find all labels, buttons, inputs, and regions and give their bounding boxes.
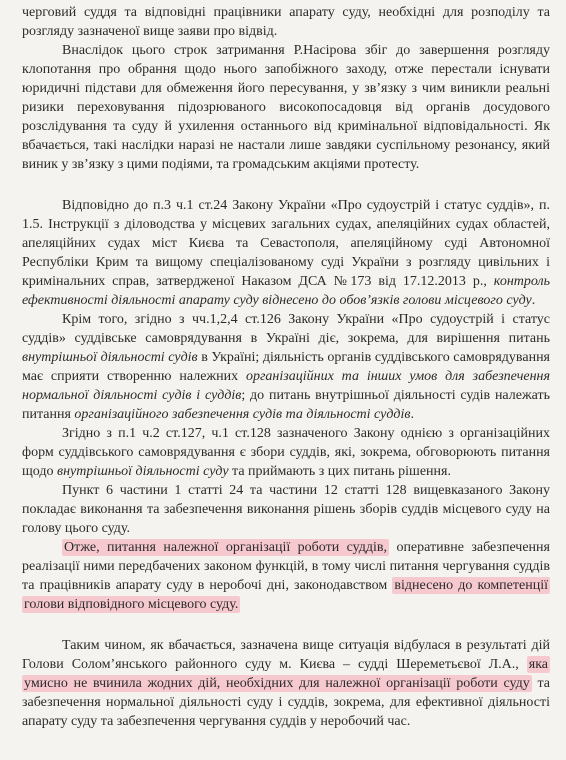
paragraph-3 (22, 196, 550, 310)
paragraph-4-italic-d: організаційних та інших умов для забезпечення нормальної діяльності судів і суддів (22, 369, 550, 403)
paragraph-1: черговий суддя та відповідні працівники апарату суду, необхідні для розподілу та розгляду зазначеної вище заяви про відвід. (22, 5, 550, 39)
paragraph-5 (22, 424, 550, 481)
paragraph-3-end: . (531, 293, 536, 308)
highlight-organization: Отже, питання належної організації роботи суддів, (64, 540, 388, 555)
paragraph-7-text: оперативне забезпечення реалізації ними передбачених законом функцій, в тому числі питання чергування суддів та працівників апарату суду в неробочі дні, законодавством (22, 540, 550, 593)
paragraph-8-text-a: Таким чином, як вбачається, зазначена вище ситуація відбулася в результаті дій Голови Солом’янського районного суду м. Києва – судді Шереметьєвої Л.А., (22, 638, 550, 672)
paragraph-4-text-c: в Україні; діяльність органів суддівського самоврядування має сприяти створенню належних (22, 350, 550, 384)
paragraph-4-text-e: ; до питань внутрішньої діяльності судів належать питання (22, 388, 550, 422)
highlight-inaction: яка умисно не вчинила жодних дій, необхідних для належної організації роботи суду (24, 657, 548, 691)
paragraph-5-italic: внутрішньої діяльності суду (57, 464, 229, 479)
paragraph-7 (22, 538, 550, 614)
paragraph-6: Пункт 6 частини 1 статті 24 та частини 12 статті 128 вищевказаного Закону покладає виконання та забезпечення виконання рішень зборів суддів місцевого суду на голову цього суду. (22, 483, 550, 536)
paragraph-5-text-c: та приймають з цих питань рішення. (228, 464, 451, 479)
paragraph-4-end: . (410, 407, 414, 422)
paragraph-2: Внаслідок цього строк затримання Р.Насірова збіг до завершення розгляду клопотання про обрання щодо нього запобіжного заходу, отже перестали існувати юридичні підстави для обмеження його пересування, у зв’язку з чим виникли реальні ризики переховування підозрюваного високопосадовця від органів досудового розслідування та суду й ухилення останнього від кримінальної відповідальності. Як вбачається, такі наслідки наразі не настали лише завдяки суспільному резонансу, який виник у зв’язку з цими подіями, та громадським акціями протесту. (22, 43, 550, 172)
paragraph-3-italic: контроль ефективності діяльності апарату суду віднесено до обов’язків голови місцевого суду (22, 274, 550, 308)
paragraph-8 (22, 636, 550, 731)
highlight-competence: віднесено до компетенції голови відповідного місцевого суду. (24, 578, 548, 612)
paragraph-4-italic-a: внутрішньої діяльності судів (22, 350, 198, 365)
paragraph-4 (22, 310, 550, 424)
paragraph-8-text-c: та забезпечення нормальної діяльності суду і суддів, зокрема, для ефективної діяльності апарату суду та забезпечення чергування суддів у неробочий час. (22, 676, 550, 729)
paragraph-4-italic-f: організаційного забезпечення судів та діяльності суддів (74, 407, 411, 422)
paragraph-4-text-a: Крім того, згідно з чч.1,2,4 ст.126 Закону України «Про судоустрій і статус суддів» суддівське самоврядування в Україні діє, зокрема, для вирішення питань (22, 312, 550, 346)
paragraph-3-text: Відповідно до п.3 ч.1 ст.24 Закону України «Про судоустрій і статус суддів», п. 1.5. Інструкції з діловодства у місцевих загальних судах, апеляційних судах областей, апеляційних судах міст Києва та Севастополя, апеляційному суді Автономної Республіки Крим та вищому спеціалізованому суді України з розгляду цивільних і кримінальних справ, затвердженої Наказом ДСА №173 від 17.12.2013 р., (22, 198, 550, 289)
paragraph-5-text-a: Згідно з п.1 ч.2 ст.127, ч.1 ст.128 зазначеного Закону однією з організаційних форм суддівського самоврядування є збори суддів, які, зокрема, обговорюють питання щодо (22, 426, 550, 479)
